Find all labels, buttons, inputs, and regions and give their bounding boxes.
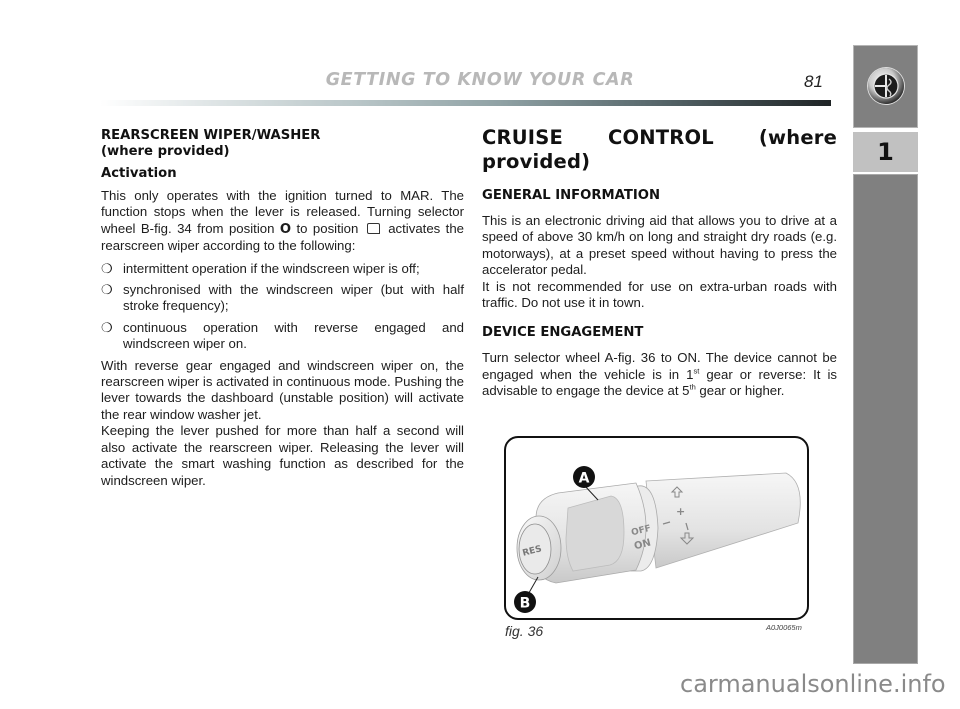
- figure-cruise-control-lever: [504, 436, 809, 620]
- position-o-symbol: O: [279, 221, 292, 237]
- left-column: [101, 128, 464, 489]
- figure-caption: fig. 36: [505, 623, 544, 639]
- callout-a-badge: [573, 466, 595, 488]
- engagement-paragraph: Turn selector wheel A-fig. 36 to ON. The device cannot be engaged when the vehicle is in 1st gear or reverse: It is advisable to engage the device at 5th gear or higher.: [482, 350, 837, 399]
- svg-text:A: A: [578, 470, 590, 487]
- bullet-circle-icon: ❍: [101, 319, 113, 335]
- header-rule: [100, 100, 831, 106]
- watermark[interactable]: carmanualsonline.info: [680, 670, 946, 698]
- cruise-lever-illustration: [506, 438, 807, 618]
- off-label: OFF: [630, 523, 653, 539]
- thumb-tab-blank: [853, 174, 918, 664]
- subheading-device-engagement: DEVICE ENGAGEMENT: [482, 325, 644, 341]
- section-heading-qualifier: (where provided): [101, 144, 230, 159]
- subheading-activation: Activation: [101, 166, 177, 181]
- usage-warning-paragraph: It is not recommended for use on extra-urban roads with traffic. Do not use it in town.: [482, 278, 837, 311]
- list-item: ❍ continuous operation with reverse engaged and windscreen wiper on.: [101, 319, 464, 352]
- bullet-circle-icon: ❍: [101, 282, 113, 298]
- right-column: [482, 126, 837, 400]
- thumb-tab-logo: [853, 45, 918, 128]
- subheading-general-information: GENERAL INFORMATION: [482, 188, 661, 203]
- on-label: ON: [633, 537, 653, 553]
- alfa-romeo-logo-icon: [868, 68, 904, 104]
- list-item: ❍ intermittent operation if the windscreen wiper is off;: [101, 260, 420, 276]
- section-heading: REARSCREEN WIPER/WASHER: [101, 128, 321, 143]
- callout-b-badge: [514, 591, 536, 613]
- plus-label: +: [676, 505, 686, 518]
- reverse-gear-paragraph: With reverse gear engaged and windscreen wiper on, the rearscreen wiper is activated in continuous mode. Pushing the lever towards the dashboard (unstable position) will activate the rear window washer jet.: [101, 357, 464, 422]
- intro-paragraph: This only operates with the ignition turned to MAR. The function stops when the lever is released. Turning selector wheel B-fig. 34 from position O to position activates the rearscreen wiper according to the following:: [101, 188, 464, 254]
- thumb-tab-chapter[interactable]: 1: [853, 132, 918, 172]
- figure-code: A0J0065m: [766, 623, 802, 632]
- general-info-paragraph: This is an electronic driving aid that allows you to drive at a speed of above 30 km/h on long and straight dry roads (e.g. motorways), at a preset speed without having to press the accelerator pedal.: [482, 213, 837, 278]
- list-item: ❍ synchronised with the windscreen wiper (but with half stroke frequency);: [101, 282, 464, 314]
- rear-wiper-icon: [367, 223, 380, 234]
- lever-pushed-paragraph: Keeping the lever pushed for more than half a second will also activate the rearscreen wiper. Releasing the lever will activate the smart washing function as described for the windscreen wiper.: [101, 423, 464, 488]
- running-title: GETTING TO KNOW YOUR CAR: [325, 70, 635, 90]
- res-label: RES: [521, 544, 543, 559]
- page-title: CRUISE CONTROL (where provided): [482, 126, 837, 173]
- svg-text:B: B: [519, 595, 531, 612]
- bullet-circle-icon: ❍: [101, 260, 113, 276]
- page-number: 81: [804, 72, 823, 91]
